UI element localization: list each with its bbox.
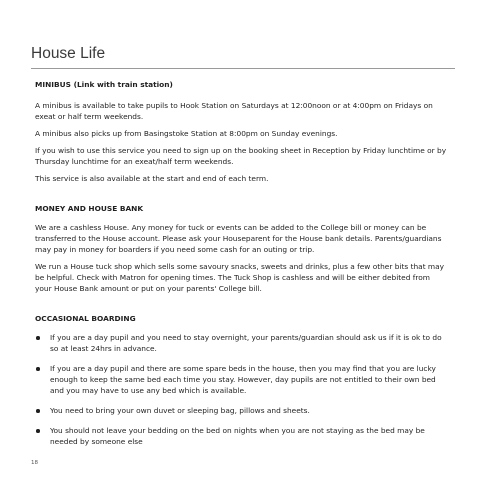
title-divider (31, 68, 455, 69)
page-content (35, 72, 447, 447)
minibus-paragraph: If you wish to use this service you need to sign up on the booking sheet in Reception by Friday lunchtime or by Thursday lunchtime for an exeat/half term weekends. (35, 146, 447, 166)
minibus-paragraph: This service is also available at the start and end of each term. (35, 174, 269, 183)
minibus-heading: MINIBUS (Link with train station) (35, 80, 173, 89)
money-heading: MONEY AND HOUSE BANK (35, 204, 144, 213)
money-paragraph: We run a House tuck shop which sells some savoury snacks, sweets and drinks, plus a few other bits that may be helpful. Check with Matron for opening times. The Tuck Shop is cashless and will be either debited from your House Bank amount or put on your parents' College bill. (35, 262, 445, 293)
money-paragraph: We are a cashless House. Any money for tuck or events can be added to the College bill or money can be transferred to the House account. Please ask your Houseparent for the House bank details. Parents/guardians may pay in money for boarders if you need some cash for an outing or trip. (35, 223, 442, 254)
page-title: House Life (31, 45, 106, 62)
list-item: If you are a day pupil and there are some spare beds in the house, then you may find that you are lucky enough to keep the same bed each time you stay. However, day pupils are not entitled to their own bed and you may have to use any bed which is available. (35, 363, 447, 396)
boarding-list (35, 332, 447, 447)
page-number: 18 (31, 460, 38, 466)
list-item: You need to bring your own duvet or sleeping bag, pillows and sheets. (35, 405, 447, 416)
list-item: If you are a day pupil and you need to stay overnight, your parents/guardian should ask us if it is ok to do so at least 24hrs in advance. (35, 332, 447, 354)
list-item: You should not leave your bedding on the bed on nights when you are not staying as the bed may be needed by someone else (35, 425, 447, 447)
minibus-paragraph: A minibus is available to take pupils to Hook Station on Saturdays at 12:00noon or at 4:00pm on Fridays on exeat or half term weekends. (35, 101, 433, 121)
boarding-heading: OCCASIONAL BOARDING (35, 314, 136, 323)
minibus-paragraph: A minibus also picks up from Basingstoke Station at 8:00pm on Sunday evenings. (35, 129, 338, 138)
